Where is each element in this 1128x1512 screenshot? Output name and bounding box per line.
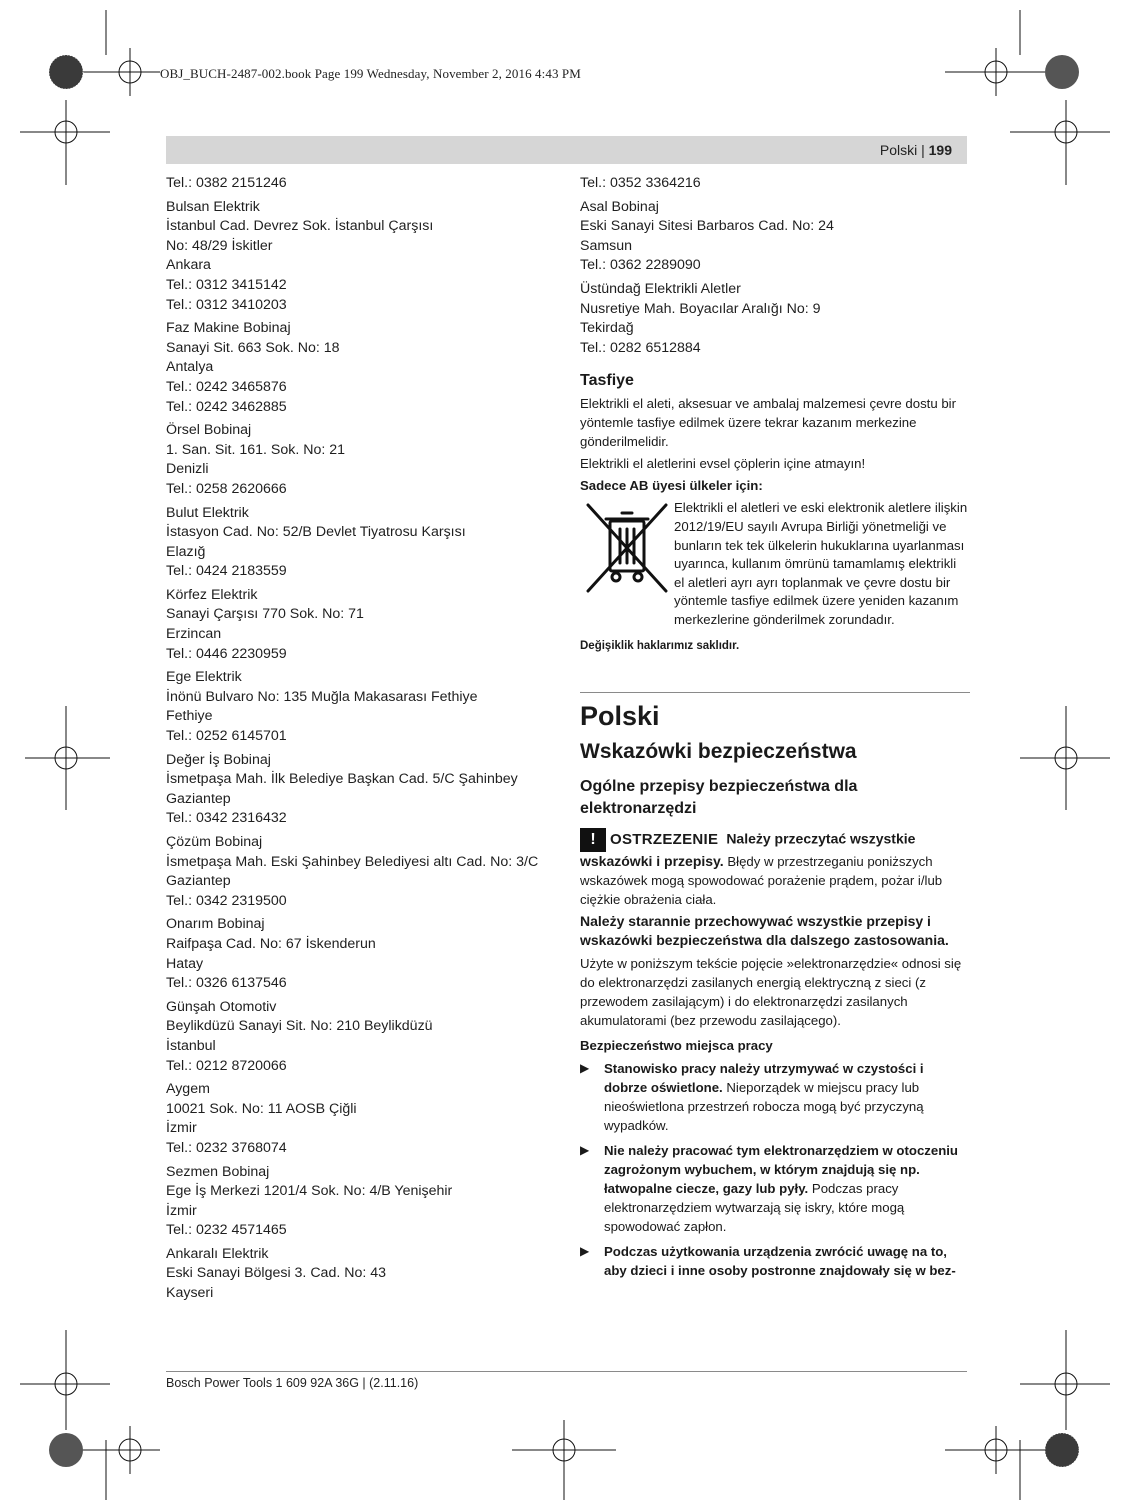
- bullet-text: [604, 1059, 970, 1135]
- address-line: Gaziantep: [166, 790, 231, 807]
- right-entry: [580, 198, 970, 276]
- address-line: Tel.: 0342 2316432: [166, 810, 287, 827]
- tasfiye-para-2: Elektrikli el aletlerini evsel çöplerin içine atmayın!: [580, 456, 866, 472]
- left-entry: [166, 174, 546, 194]
- bullet-item: [580, 1141, 970, 1236]
- left-entry: [166, 668, 546, 746]
- bullet-text: [604, 1141, 970, 1236]
- address-line: Ankaralı Elektrik: [166, 1245, 269, 1262]
- left-entry: [166, 586, 546, 664]
- tasfiye-para-1: Elektrikli el aleti, aksesuar ve ambalaj malzemesi çevre dostu bir yöntemle tasfiye edilmek üzere tekrar kazanım merkezine gönderilmelidir.: [580, 396, 956, 450]
- address-line: Sanayi Sit. 663 Sok. No: 18: [166, 339, 340, 356]
- left-entry: [166, 1080, 546, 1158]
- address-line: Onarım Bobinaj: [166, 916, 265, 933]
- bullet-item: [580, 1059, 970, 1135]
- tasfiye-title: Tasfiye: [580, 372, 634, 390]
- address-line: Tekirdağ: [580, 320, 634, 337]
- address-line: Tel.: 0362 2289090: [580, 257, 701, 274]
- address-line: Gaziantep: [166, 873, 231, 890]
- address-line: Beylikdüzü Sanayi Sit. No: 210 Beylikdüzü: [166, 1018, 433, 1035]
- address-line: Tel.: 0242 3462885: [166, 398, 287, 415]
- address-line: Sanayi Çarşısı 770 Sok. No: 71: [166, 606, 364, 623]
- address-line: İzmir: [166, 1120, 197, 1137]
- left-entry: [166, 421, 546, 499]
- page-number: 199: [928, 142, 952, 158]
- left-entry: [166, 1245, 546, 1304]
- address-line: İzmir: [166, 1202, 197, 1219]
- eu-heading: Sadece AB üyesi ülkeler için:: [580, 478, 763, 494]
- address-line: Tel.: 0382 2151246: [166, 175, 287, 191]
- address-line: 1. San. Sit. 161. Sok. No: 21: [166, 441, 346, 458]
- footer-rule: [166, 1371, 967, 1372]
- changes-note: Değişiklik haklarımız saklıdır.: [580, 639, 740, 652]
- address-line: Tel.: 0424 2183559: [166, 563, 287, 580]
- book-header: OBJ_BUCH-2487-002.book Page 199 Wednesday, November 2, 2016 4:43 PM: [160, 66, 581, 81]
- address-line: Tel.: 0282 6512884: [580, 339, 701, 356]
- address-line: Günşah Otomotiv: [166, 998, 277, 1015]
- warning-triangle-icon: !: [580, 828, 606, 852]
- address-line: Çözüm Bobinaj: [166, 834, 263, 850]
- address-line: Üstündağ Elektrikli Aletler: [580, 280, 741, 297]
- bullet-item: [580, 1242, 970, 1280]
- address-line: Bulut Elektrik: [166, 504, 249, 521]
- address-line: Ege Elektrik: [166, 669, 242, 686]
- address-line: Eski Sanayi Sitesi Barbaros Cad. No: 24: [580, 218, 834, 235]
- bullet-text: [604, 1242, 970, 1280]
- address-line: Körfez Elektrik: [166, 586, 258, 603]
- address-line: Tel.: 0342 2319500: [166, 892, 287, 909]
- left-entry: [166, 915, 546, 993]
- address-line: Nusretiye Mah. Boyacılar Aralığı No: 9: [580, 300, 821, 317]
- weee-block: [580, 499, 970, 629]
- address-line: Bulsan Elektrik: [166, 198, 260, 215]
- section-divider: [580, 692, 970, 693]
- address-line: Aygem: [166, 1081, 210, 1098]
- bullet-rest: Podczas pracy elektronarzędziem wytwarzają się iskry, które mogą spowodować zapłon.: [604, 1180, 905, 1234]
- address-line: Tel.: 0312 3410203: [166, 296, 287, 313]
- address-line: Eski Sanayi Bölgesi 3. Cad. No: 43: [166, 1265, 387, 1282]
- bullet-bold: Nie należy pracować tym elektronarzędziem w otoczeniu zagrożonym wybuchem, w którym znajdują się np. łatwopalne ciecze, gazy lub pyły.: [604, 1142, 958, 1196]
- address-line: 10021 Sok. No: 11 AOSB Çiğli: [166, 1100, 357, 1117]
- address-line: Tel.: 0252 6145701: [166, 728, 287, 745]
- address-line: Tel.: 0326 6137546: [166, 975, 287, 992]
- address-line: Faz Makine Bobinaj: [166, 320, 291, 337]
- warning-word: OSTRZEZENIE: [610, 831, 719, 848]
- safety-heading: Wskazówki bezpieczeństwa: [580, 739, 857, 763]
- right-entry: [580, 280, 970, 358]
- workplace-heading: Bezpieczeństwo miejsca pracy: [580, 1037, 773, 1053]
- crossed-bin-icon: [582, 499, 674, 599]
- page-header-band: [166, 136, 967, 164]
- address-line: Tel.: 0258 2620666: [166, 480, 287, 497]
- right-address-list: [580, 174, 970, 358]
- address-line: Samsun: [580, 237, 633, 254]
- left-entry: [166, 319, 546, 417]
- footer: Bosch Power Tools 1 609 92A 36G | (2.11.16): [166, 1376, 419, 1390]
- page-header-lang: Polski: [879, 142, 918, 158]
- warning-badge: [580, 828, 718, 852]
- address-line: Örsel Bobinaj: [166, 422, 252, 439]
- address-line: Antalya: [166, 359, 214, 376]
- left-entry: [166, 198, 546, 316]
- address-line: Raifpaşa Cad. No: 67 İskenderun: [166, 935, 376, 952]
- address-line: İstasyon Cad. No: 52/B Devlet Tiyatrosu Karşısı: [166, 524, 466, 541]
- left-entry: [166, 998, 546, 1076]
- bullet-bold: Stanowisko pracy należy utrzymywać w czystości i dobrze oświetlone.: [604, 1060, 924, 1095]
- bullet-rest: Nieporządek w miejscu pracy lub nieoświetlona przestrzeń robocza mogą być przyczyną wypadków.: [604, 1079, 924, 1133]
- address-line: Hatay: [166, 955, 204, 972]
- bullet-arrow-icon: ▶: [580, 1060, 590, 1075]
- page-header: Polski | 199: [879, 142, 952, 158]
- address-line: Tel.: 0232 4571465: [166, 1222, 287, 1239]
- address-line: İsmetpaşa Mah. Eski Şahinbey Belediyesi altı Cad. No: 3/C: [166, 853, 539, 870]
- address-line: İnönü Bulvaro No: 135 Muğla Makasarası Fethiye: [166, 688, 478, 705]
- address-line: Tel.: 0352 3364216: [580, 175, 701, 191]
- address-line: Fethiye: [166, 708, 213, 725]
- address-line: Elazığ: [166, 543, 206, 560]
- address-line: Kayseri: [166, 1285, 214, 1302]
- address-line: Tel.: 0312 3415142: [166, 276, 287, 293]
- address-line: No: 48/29 İskitler: [166, 237, 273, 254]
- address-line: Tel.: 0212 8720066: [166, 1057, 287, 1074]
- general-rules-heading: Ogólne przepisy bezpieczeństwa dla elektronarzędzi: [580, 777, 858, 817]
- left-entry: [166, 504, 546, 582]
- bullet-arrow-icon: ▶: [580, 1243, 590, 1258]
- warning-block: [580, 828, 970, 909]
- left-entry: [166, 751, 546, 829]
- left-entry: [166, 1163, 546, 1241]
- address-line: Sezmen Bobinaj: [166, 1163, 270, 1180]
- term-paragraph: Użyte w poniższym tekście pojęcie »elektronarzędzie« odnosi się do elektronarzędzi zasilanych energią elektryczną z sieci (z przewodem zasilającym) i do elektronarzędzi zasilanych akumulatorami (bez przewodu zasilającego).: [580, 955, 962, 1028]
- address-line: Erzincan: [166, 626, 222, 643]
- address-line: Ankara: [166, 257, 211, 274]
- weee-text: Elektrikli el aletleri ve eski elektronik aletlere ilişkin 2012/19/EU sayılı Avrupa Birliği yönetmeliği ve bunların tek tek ülkelerin hukuklarına uyarlanması uyarınca, kullanım ömrünü tamamlamış elektrikli el aletleri ayrı ayrı toplanmak ve çevre dostu bir yöntemle tasfiye edilmek üzere yeniden kazanım merkezlerine gönderilmek zorundadır.: [674, 500, 968, 627]
- right-column: [580, 174, 970, 1286]
- address-line: Değer İş Bobinaj: [166, 751, 271, 768]
- bullet-bold: Podczas użytkowania urządzenia zwrócić uwagę na to, aby dzieci i inne osoby postronne znajdowały się w bez-: [604, 1243, 956, 1278]
- address-line: İstanbul: [166, 1037, 216, 1054]
- left-column: [166, 174, 546, 1308]
- left-entry: [166, 833, 546, 911]
- address-line: Denizli: [166, 461, 209, 478]
- safety-bullets: [580, 1059, 970, 1280]
- address-line: Ege İş Merkezi 1201/4 Sok. No: 4/B Yenişehir: [166, 1183, 453, 1200]
- right-entry: [580, 174, 970, 194]
- warning-rest: Błędy w przestrzeganiu poniższych wskazówek mogą spowodować porażenie prądem, pożar i/lub ciężkie obrażenia ciała.: [580, 853, 943, 907]
- address-line: İsmetpaşa Mah. İlk Belediye Başkan Cad. 5/C Şahinbey: [166, 771, 518, 788]
- address-line: Tel.: 0446 2230959: [166, 645, 287, 662]
- bullet-arrow-icon: ▶: [580, 1142, 590, 1157]
- warning-bold: Należy przeczytać wszystkie wskazówki i przepisy.: [580, 829, 916, 869]
- address-line: İstanbul Cad. Devrez Sok. İstanbul Çarşısı: [166, 218, 434, 235]
- polski-title: Polski: [580, 700, 660, 731]
- address-line: Tel.: 0232 3768074: [166, 1139, 287, 1156]
- keep-instructions: Należy starannie przechowywać wszystkie przepisy i wskazówki bezpieczeństwa dla dalszego zastosowania.: [580, 912, 949, 948]
- address-line: Asal Bobinaj: [580, 198, 659, 215]
- address-line: Tel.: 0242 3465876: [166, 378, 287, 395]
